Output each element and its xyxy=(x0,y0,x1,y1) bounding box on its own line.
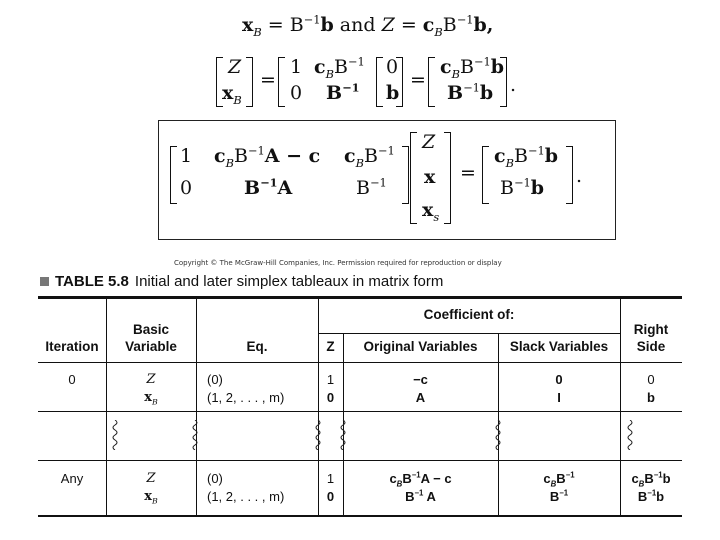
header-slack-variables: Slack Variables xyxy=(509,339,609,354)
wavy-continuation-mark xyxy=(339,420,347,450)
rowany-z-2: 0 xyxy=(326,489,335,504)
header-z: Z xyxy=(326,339,335,354)
row0-z-2: 0 xyxy=(326,390,335,405)
rowany-iteration: Any xyxy=(60,471,84,486)
table-title xyxy=(40,273,443,290)
boxed-matrix-equation xyxy=(158,120,616,240)
copyright-notice: Copyright © The McGraw-Hill Companies, Inc. Permission required for reproduction or display xyxy=(174,259,502,267)
row0-basic-xb: $x_B$ xyxy=(144,390,158,407)
rowany-right-2: $B^{-1}b$ xyxy=(637,488,665,504)
rowany-orig-2: $B^{-1}$ A xyxy=(405,488,436,504)
dots-bottom-rule xyxy=(38,460,682,461)
rowany-eq-1: (1, 2, . . . , m) xyxy=(207,489,285,504)
row0-eq-1: (1, 2, . . . , m) xyxy=(207,390,285,405)
and-word: and xyxy=(333,14,382,36)
wavy-continuation-mark xyxy=(191,420,199,450)
rowany-slack-1: $c_BB^{-1}$ xyxy=(543,470,575,489)
wavy-continuation-mark xyxy=(314,420,322,450)
row0-right-2: b xyxy=(647,390,655,405)
row0-slack-1: 0 xyxy=(555,372,563,387)
header-basic-variable: Basic Variable xyxy=(125,322,177,354)
header-eq: Eq. xyxy=(246,339,268,354)
col-divider xyxy=(196,299,197,515)
rowany-eq-0: (0) xyxy=(207,471,223,486)
header-original-variables: Original Variables xyxy=(363,339,478,354)
header-iteration: Iteration xyxy=(45,339,99,354)
equation-basic-solution: $x_B = B^{-1}b$ and $Z = c_BB^{-1}b$, xyxy=(242,12,494,39)
square-bullet-icon xyxy=(40,277,49,286)
row0-bottom-rule xyxy=(38,411,682,412)
row0-slack-2: I xyxy=(557,390,561,405)
header-bottom-rule xyxy=(38,362,682,363)
table-bottom-rule xyxy=(38,515,682,517)
row0-right-1: 0 xyxy=(647,372,655,387)
rowany-right-1: $c_BB^{-1}b$ xyxy=(631,470,671,489)
rowany-basic-z: Z xyxy=(146,471,156,486)
row0-eq-0: (0) xyxy=(207,372,223,387)
table-caption: Initial and later simplex tableaux in matrix form xyxy=(134,273,444,290)
header-coefficient-of: Coefficient of: xyxy=(423,307,515,322)
row0-z-1: 1 xyxy=(326,372,335,387)
coef-underline xyxy=(318,333,620,334)
row0-orig-2: A xyxy=(415,390,426,405)
row0-orig-1: −c xyxy=(413,372,428,387)
header-right-side: Right Side xyxy=(633,322,669,354)
row0-basic-z: Z xyxy=(146,372,156,387)
table-number: TABLE 5.8 xyxy=(55,273,129,290)
rowany-orig-1: $c_BB^{-1}A - c$ xyxy=(389,470,452,489)
rowany-z-1: 1 xyxy=(326,471,335,486)
xB-symbol: x xyxy=(242,14,254,36)
rowany-basic-xb: $x_B$ xyxy=(144,489,158,506)
rowany-slack-2: $B^{-1}$ xyxy=(549,488,569,504)
row0-iteration: 0 xyxy=(68,372,76,387)
table-top-rule xyxy=(38,296,682,299)
wavy-continuation-mark xyxy=(626,420,634,450)
wavy-continuation-mark xyxy=(111,420,119,450)
wavy-continuation-mark xyxy=(494,420,502,450)
